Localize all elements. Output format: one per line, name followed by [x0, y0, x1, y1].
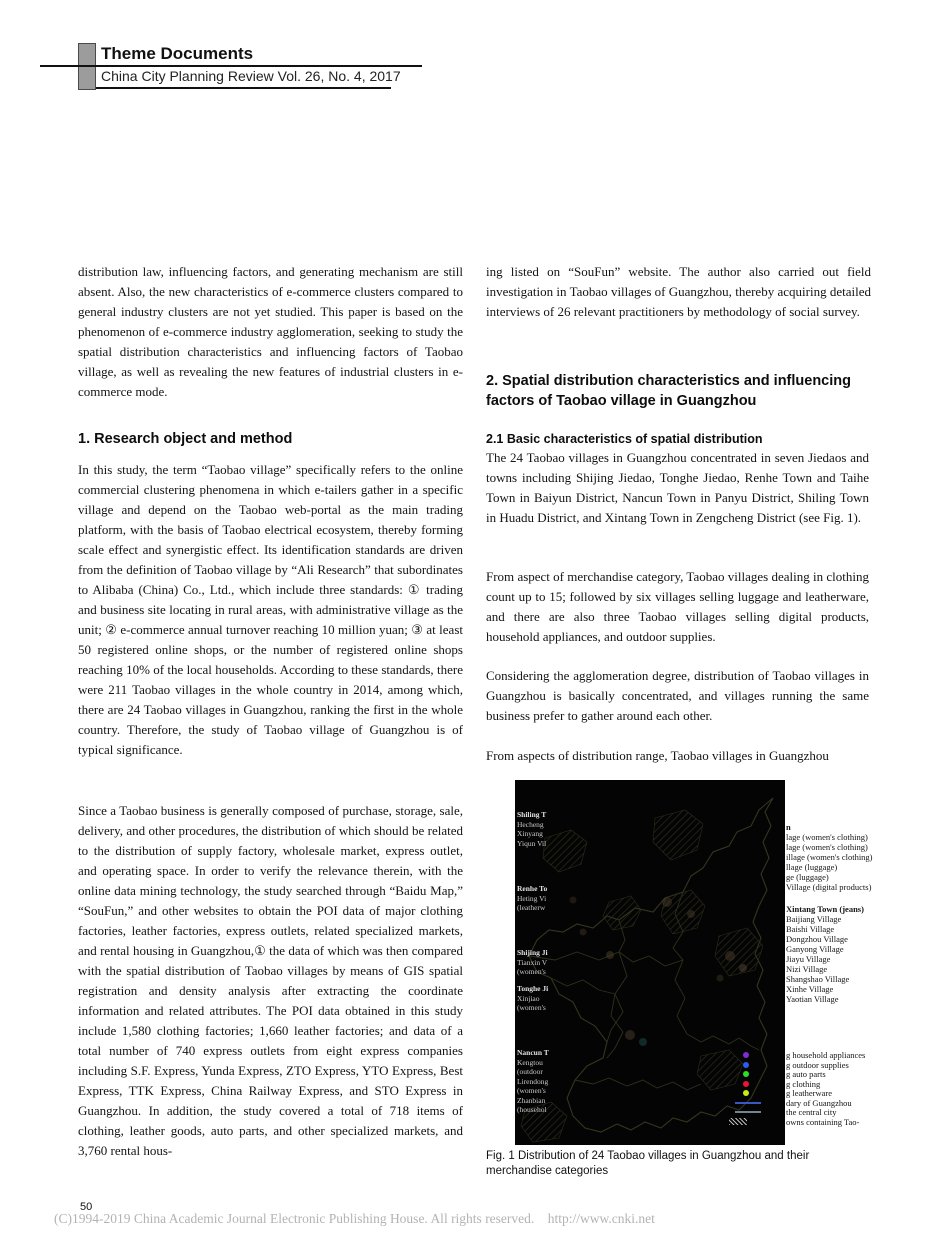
legend-dot-household-appliances: [743, 1052, 749, 1058]
legend-label: g auto parts: [786, 1069, 826, 1079]
village-name: Xinyang: [517, 829, 543, 838]
legend-line-central-city: [735, 1111, 761, 1113]
legend-row: [715, 1069, 925, 1079]
village-entry: lage (women's clothing): [786, 832, 868, 842]
legend-label: the central city: [786, 1107, 837, 1117]
copyright-text: (C)1994-2019 China Academic Journal Electronic Publishing House. All rights reserved.: [54, 1211, 535, 1226]
copyright-line: [54, 1211, 655, 1227]
village-entry: Baijiang Village: [786, 914, 842, 924]
town-name: n: [786, 822, 791, 832]
subsection-heading-2-1: 2.1 Basic characteristics of spatial distribution: [486, 432, 763, 446]
journal-section-title: Theme Documents: [101, 44, 254, 63]
legend-dot-clothing: [743, 1081, 749, 1087]
village-name: Tianxin V: [517, 957, 548, 967]
journal-volume-line: China City Planning Review Vol. 26, No. 4, 2017: [101, 68, 401, 84]
village-name: (women's: [517, 1003, 546, 1012]
village-entry: ge (luggage): [786, 872, 829, 882]
page-number: 50: [80, 1201, 93, 1213]
village-name: (outdoor: [517, 1067, 543, 1076]
legend-line-guangzhou-boundary: [735, 1102, 761, 1104]
legend-hatch-taobao-towns: [729, 1118, 747, 1125]
village-entry: Village (digital products): [786, 882, 872, 892]
village-name: Yiqun Vil: [517, 838, 547, 848]
legend-row: [715, 1107, 925, 1117]
hatched-town: [543, 830, 587, 872]
legend-row: [715, 1050, 925, 1060]
village-entry: Jiayu Village: [786, 954, 831, 964]
town-name: Renhe To: [517, 884, 548, 893]
village-name: Kengtou: [517, 1057, 543, 1067]
section-heading-2: 2. Spatial distribution characteristics and influencing factors of Taobao village in Guangzhou: [486, 373, 851, 409]
village-name: (women's: [517, 967, 546, 976]
map-label-renhe: [517, 884, 547, 913]
hatched-town: [715, 928, 763, 976]
village-name: (leatherw: [517, 903, 546, 912]
village-name: Hecheng: [517, 819, 544, 829]
village-entry: llage (luggage): [786, 862, 838, 872]
village-name: Xinjiao: [517, 993, 540, 1003]
figure-right-labels-top: [786, 822, 873, 892]
village-name: (women's: [517, 1086, 546, 1095]
town-name: Tonghe Ji: [517, 984, 549, 993]
village-entry: Baishi Village: [786, 924, 835, 934]
map-label-tonghe: [517, 984, 548, 1013]
paragraph: Considering the agglomeration degree, distribution of Taobao villages in Guangzhou is basically concentrated, and villages running the same business prefer to gather around each other.: [486, 668, 869, 723]
town-name: Shijing Ji: [517, 948, 548, 957]
village-entry: illage (women's clothing): [786, 852, 873, 862]
legend-dot-auto-parts: [743, 1071, 749, 1077]
paragraph: From aspect of merchandise category, Taobao villages dealing in clothing count up to 15; followed by six villages selling luggage and leatherware, and there are also three Taobao villages selling digital products, household appliances, and outdoor supplies.: [486, 569, 869, 644]
figure-caption: Fig. 1 Distribution of 24 Taobao villages in Guangzhou and their merchandise categories: [486, 1150, 810, 1177]
village-entry: Dongzhou Village: [786, 934, 848, 944]
paragraph: ing listed on “SouFun” website. The author also carried out field investigation in Taobao villages of Guangzhou, thereby acquiring detailed interviews of 26 relevant practitioners by methodology of social survey.: [486, 264, 871, 319]
figure-1: [515, 780, 925, 1145]
legend-label: g household appliances: [786, 1050, 866, 1060]
village-entry: Ganyong Village: [786, 944, 844, 954]
village-entry: Nizi Village: [786, 964, 828, 974]
map-label-nancun: [517, 1048, 549, 1115]
village-name: Lirendong: [517, 1076, 549, 1086]
village-entry: Xinhe Village: [786, 984, 834, 994]
figure-xintang-labels: [786, 904, 864, 1004]
town-name: Xintang Town (jeans): [786, 904, 864, 914]
hatched-town: [603, 896, 641, 930]
village-name: (househol: [517, 1105, 547, 1114]
header-rule-bottom: [96, 87, 391, 89]
town-name: Shiling T: [517, 810, 547, 819]
legend-label: g outdoor supplies: [786, 1060, 849, 1070]
paragraph: The 24 Taobao villages in Guangzhou concentrated in seven Jiedaos and towns including Shijing Jiedao, Tonghe Jiedao, Renhe Town and Taihe Town in Baiyun District, Nancun Town in Panyu District, Shiling Town in Huadu District, and Xintang Town in Zengcheng District (see Fig. 1).: [486, 450, 869, 525]
paragraph: From aspects of distribution range, Taobao villages in Guangzhou: [486, 748, 829, 763]
legend-label: g leatherware: [786, 1088, 833, 1098]
section-heading-1: 1. Research object and method: [78, 431, 293, 447]
legend-label: dary of Guangzhou: [786, 1098, 852, 1108]
village-name: Zhanbian: [517, 1095, 546, 1105]
town-name: Nancun T: [517, 1048, 549, 1057]
paragraph: In this study, the term “Taobao village” specifically refers to the online commercial clustering phenomena in which e-tailers gather in a specific village and depend on the Taobao web-portal as the main trading platform, with the basis of Taobao electrical ecosystem, thereby forming scale effect and synergistic effect. Its identification standards are driven from the definition of Taobao village by “Ali Research” that subordinates to Alibaba (China) Co., Ltd., which include three standards: ① trading and business site locating in rural areas, with administrative village as the unit; ② e-commerce annual turnover reaching 10 million yuan; ③ at least 50 registered online shops, or the number of registered online shops reaching 10% of the local households. According to these standards, there were 211 Taobao villages in the whole country in 2014, among which, there are 24 Taobao villages in Guangzhou, ranking the first in the whole country. Therefore, the study of Taobao village of Guangzhou is of typical significance.: [78, 462, 463, 757]
legend-dot-leatherware: [743, 1090, 749, 1096]
legend-dot-outdoor-supplies: [743, 1062, 749, 1068]
paragraph: Since a Taobao business is generally composed of purchase, storage, sale, delivery, and other procedures, the distribution of which should be related to the distribution of supply factory, wholesale market, express outlet, and operating space. In order to verify the relevance therein, with the online data mining technology, the study searched through “Baidu Map,” “SouFun,” and other websites to obtain the POI data of major clothing factories, leather factories, express outlets, related specialized markets, and rental housing in Guangzhou,① the data of which was then compared with the spatial distribution of Taobao villages by means of GIS spatial registration and density analysis after extracting the coordinate information and related attributes. The POI data obtained in this study include 1,580 clothing factories; 1,660 leather factories; and data of a total number of 740 express outlets from eight express companies including S.F. Express, Yunda Express, ZTO Express, YTO Express, Best Express, TTK Express, China Railway Express, and STO Express in Guangzhou. In addition, the study covered a total of 718 items of clothing, leather goods, auto parts, and other specialized markets, and 3,760 rental hous-: [78, 803, 463, 1158]
legend-row: [715, 1088, 925, 1098]
header-ornament-bottom: [78, 66, 96, 90]
legend-label: g clothing: [786, 1079, 821, 1089]
village-entry: Yaotian Village: [786, 994, 839, 1004]
map-label-shiling: [517, 810, 546, 848]
paragraph: distribution law, influencing factors, and generating mechanism are still absent. Also, the new characteristics of e-commerce clusters compared to general industry clusters are not yet studied. This paper is based on the phenomenon of e-commerce industry agglomeration, seeking to study the spatial distribution characteristics and influencing factors of Taobao village, as well as revealing the new features of industrial clusters in e-commerce mode.: [78, 264, 463, 399]
legend-row: [715, 1117, 925, 1127]
cnki-url-link[interactable]: http://www.cnki.net: [547, 1211, 655, 1226]
village-name: Heting Vi: [517, 893, 547, 903]
village-entry: Shangshao Village: [786, 974, 850, 984]
hatched-town: [653, 810, 703, 860]
header-ornament-top: [78, 43, 96, 67]
village-entry: lage (women's clothing): [786, 842, 868, 852]
header-rule-top: [40, 65, 422, 67]
legend-label: owns containing Tao-: [786, 1117, 860, 1127]
map-label-shijing: [517, 948, 548, 977]
